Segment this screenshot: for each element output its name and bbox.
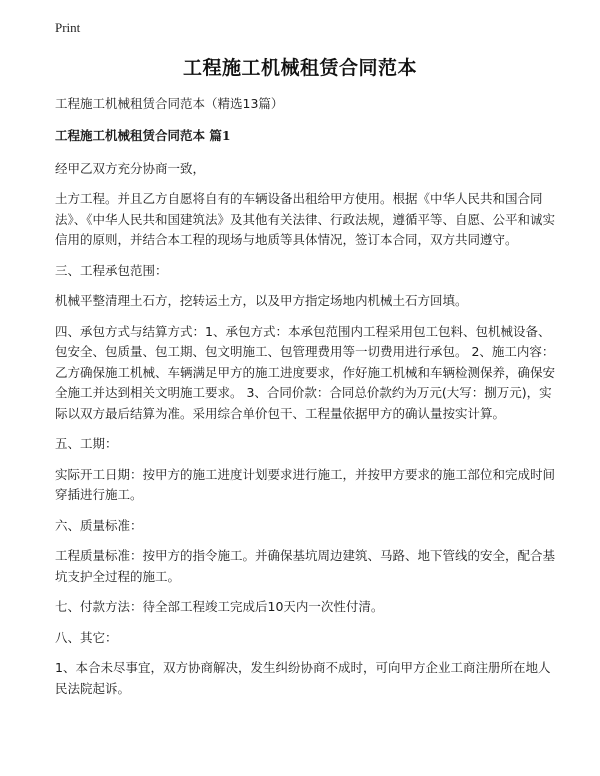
document-title: 工程施工机械租赁合同范本 [182,57,417,79]
section-heading: 工程施工机械租赁合同范本 篇1 [55,128,231,143]
paragraph-payment: 七、付款方法：待全部工程竣工完成后10天内一次性付清。 [55,599,384,614]
paragraph-scope: 机械平整清理土石方，挖转运土方，以及甲方指定场地内机械土石方回填。 [55,293,468,308]
heading-other: 八、其它： [55,629,118,645]
paragraph-contract-method: 四、承包方式与结算方式：1、承包方式：本承包范围内工程采用包工包料、包机械设备、包安全、包质量、包工期、包文明施工、包管理费用等一切费用进行承包。 2、施工内容：乙方确保施工机械、车辆满足甲方的施工进度要求，作好施工机械和车辆检测保养，确保安全施工并达到相关文明施工要求。 3、合同价款：合同总价款约为万元(大写：捌万元)，实际以双方最后结算为准。采用综合单价包干、工程量依据甲方的确认量按实计算。 [55,323,556,421]
heading-quality: 六、质量标准： [55,517,143,533]
print-label: Print [55,20,81,35]
document-subtitle: 工程施工机械租赁合同范本（精选13篇） [55,96,284,111]
paragraph-earthwork: 土方工程。并且乙方自愿将自有的车辆设备出租给甲方使用。根据《中华人民共和国合同法》、《中华人民共和国建筑法》及其他有关法律、行政法规，遵循平等、自愿、公平和诚实信用的原则，并结合本工程的现场与地质等具体情况，签订本合同，双方共同遵守。 [55,191,556,247]
paragraph-intro: 经甲乙双方充分协商一致， [55,160,206,176]
paragraph-quality: 工程质量标准：按甲方的指令施工。并确保基坑周边建筑、马路、地下管线的安全，配合基坑支护全过程的施工。 [55,548,556,584]
heading-schedule: 五、工期： [55,436,118,451]
paragraph-schedule: 实际开工日期：按甲方的施工进度计划要求进行施工，并按甲方要求的施工部位和完成时间穿插进行施工。 [55,466,556,502]
paragraph-other: 1、本合未尽事宜，双方协商解决，发生纠纷协商不成时，可向甲方企业工商注册所在地人民法院起诉。 [55,660,551,696]
document-body [55,94,555,699]
heading-scope: 三、工程承包范围： [55,262,168,278]
